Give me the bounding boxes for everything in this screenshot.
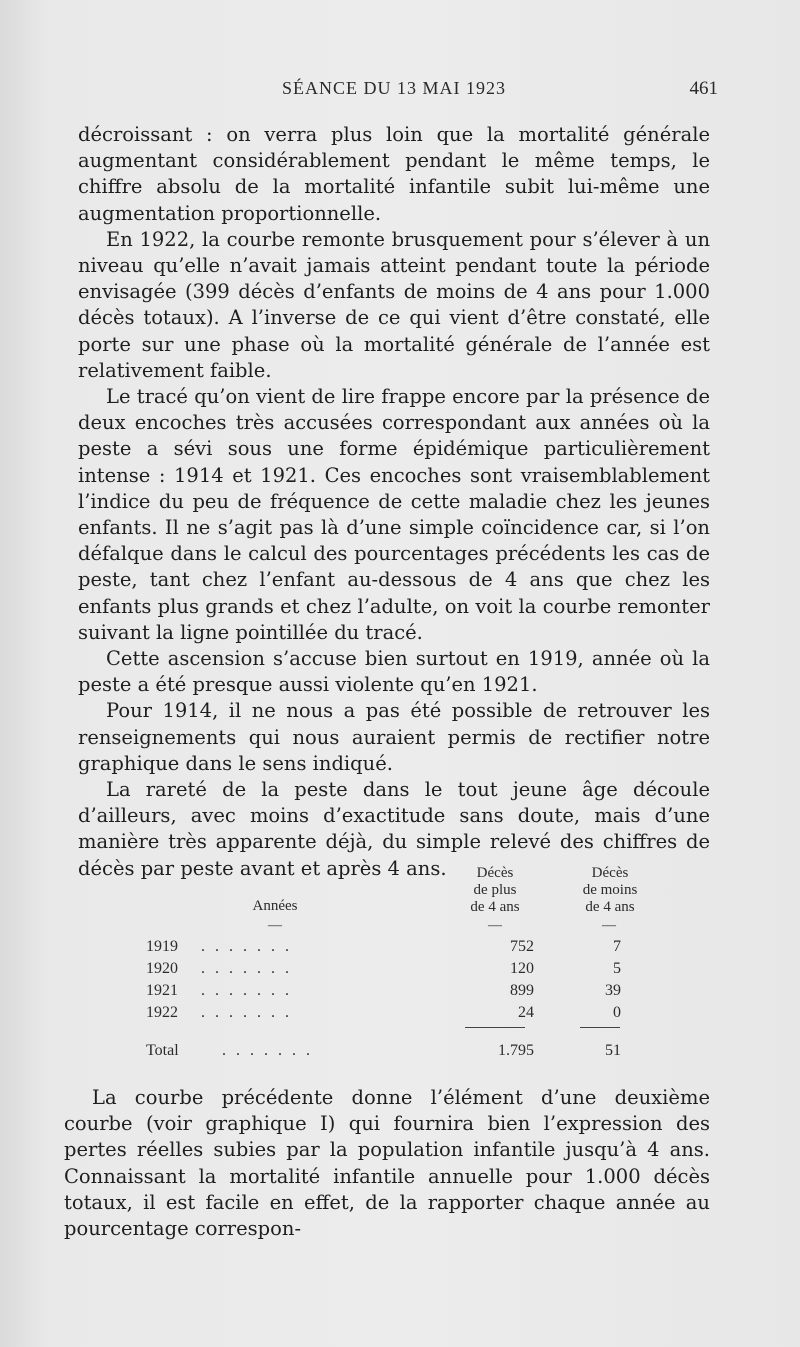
row-under-4: 39 — [605, 982, 621, 999]
row-year: 1921 — [146, 982, 178, 999]
header-years: Années — [252, 898, 298, 914]
dash-years: — — [268, 918, 282, 933]
header-over-4 — [450, 865, 540, 916]
closing-paragraph: La courbe précédente donne l’élément d’une deuxième courbe (voir graphique I) qui fournira bien l’expression des pertes réelles subies par la population infantile jusqu’à 4 ans. Connaissant la mortalité infantile annuelle pour 1.000 décès totaux, il est facile en effet, de la rapporter chaque année au pourcentage correspon- — [64, 1086, 710, 1241]
row-year: 1922 — [146, 1004, 178, 1021]
page-number: 461 — [689, 78, 718, 99]
header-over-4-line-3: de 4 ans — [470, 899, 520, 915]
header-over-4-line-2: de plus — [473, 882, 517, 898]
row-over-4: 120 — [510, 960, 534, 977]
row-under-4: 7 — [613, 938, 621, 955]
dash-under-4: — — [602, 918, 616, 933]
header-under-4-line-1: Décès — [591, 865, 629, 881]
paragraph-1: décroissant : on verra plus loin que la mortalité générale augmentant considérablement pendant le même temps, le chiffre absolu de la mortalité infantile subit lui-même une augmentation proportionnelle. — [78, 123, 710, 225]
paragraph-3: Le tracé qu’on vient de lire frappe encore par la présence de deux encoches très accusées correspondant aux années où la peste a sévi sous une forme épidémique particulièrement intense : 1914 et 1921. Ces encoches sont vraisemblablement l’indice du peu de fréquence de cette maladie chez les jeunes enfants. Il ne s’agit pas là d’une simple coïncidence car, si l’on défalque dans le calcul des pourcentages précédents les cas de peste, tant chez l’enfant au-dessous de 4 ans que chez les enfants plus grands et chez l’adulte, on voit la courbe remonter suivant la ligne pointillée du tracé. — [78, 385, 710, 644]
table-row — [146, 982, 656, 1004]
row-year: 1920 — [146, 960, 178, 977]
leader-dots: ....... — [201, 982, 299, 999]
paragraph-2: En 1922, la courbe remonte brusquement pour s’élever à un niveau qu’elle n’avait jamais atteint pendant toute la période envisagée (399 décès d’enfants de moins de 4 ans pour 1.000 décès totaux). A l’inverse de ce qui vient d’être constaté, elle porte sur une phase où la mortalité générale de l’année est relativement faible. — [78, 227, 710, 382]
row-over-4: 24 — [518, 1004, 534, 1021]
table-row — [146, 960, 656, 982]
plague-deaths-table — [140, 862, 660, 1072]
sum-rule-over-4 — [465, 1027, 525, 1028]
sum-rule-under-4 — [580, 1027, 620, 1028]
row-under-4: 0 — [613, 1004, 621, 1021]
table-row — [146, 938, 656, 960]
row-year: 1919 — [146, 938, 178, 955]
header-under-4-line-2: de moins — [582, 882, 638, 898]
row-under-4: 5 — [613, 960, 621, 977]
leader-dots: ....... — [201, 1004, 299, 1021]
page-header — [70, 78, 718, 108]
body-text — [78, 122, 710, 882]
leader-dots: ....... — [222, 1042, 320, 1059]
paragraph-4: Cette ascension s’accuse bien surtout en 1919, année où la peste a été presque aussi violente qu’en 1921. — [78, 647, 710, 697]
paragraph-6: La rareté de la peste dans le tout jeune âge découle d’ailleurs, avec moins d’exactitude sans doute, mais d’une manière très apparente déjà, du simple relevé des chiffres de décès par peste avant et après 4 ans. — [78, 778, 710, 880]
header-under-4-line-3: de 4 ans — [585, 899, 635, 915]
closing-text — [64, 1085, 710, 1242]
paragraph-5: Pour 1914, il ne nous a pas été possible de retrouver les renseignements qui nous auraient permis de rectifier notre graphique dans le sens indiqué. — [78, 699, 710, 775]
leader-dots: ....... — [201, 960, 299, 977]
total-under-4: 51 — [605, 1042, 621, 1059]
total-over-4: 1.795 — [498, 1042, 534, 1059]
row-over-4: 752 — [510, 938, 534, 955]
total-row — [146, 1042, 656, 1064]
dash-over-4: — — [488, 918, 502, 933]
table-row — [146, 1004, 656, 1026]
running-title: SÉANCE DU 13 MAI 1923 — [281, 78, 506, 98]
total-label: Total — [146, 1042, 179, 1059]
row-over-4: 899 — [510, 982, 534, 999]
leader-dots: ....... — [201, 938, 299, 955]
header-under-4 — [565, 865, 655, 916]
header-over-4-line-1: Décès — [476, 865, 514, 881]
